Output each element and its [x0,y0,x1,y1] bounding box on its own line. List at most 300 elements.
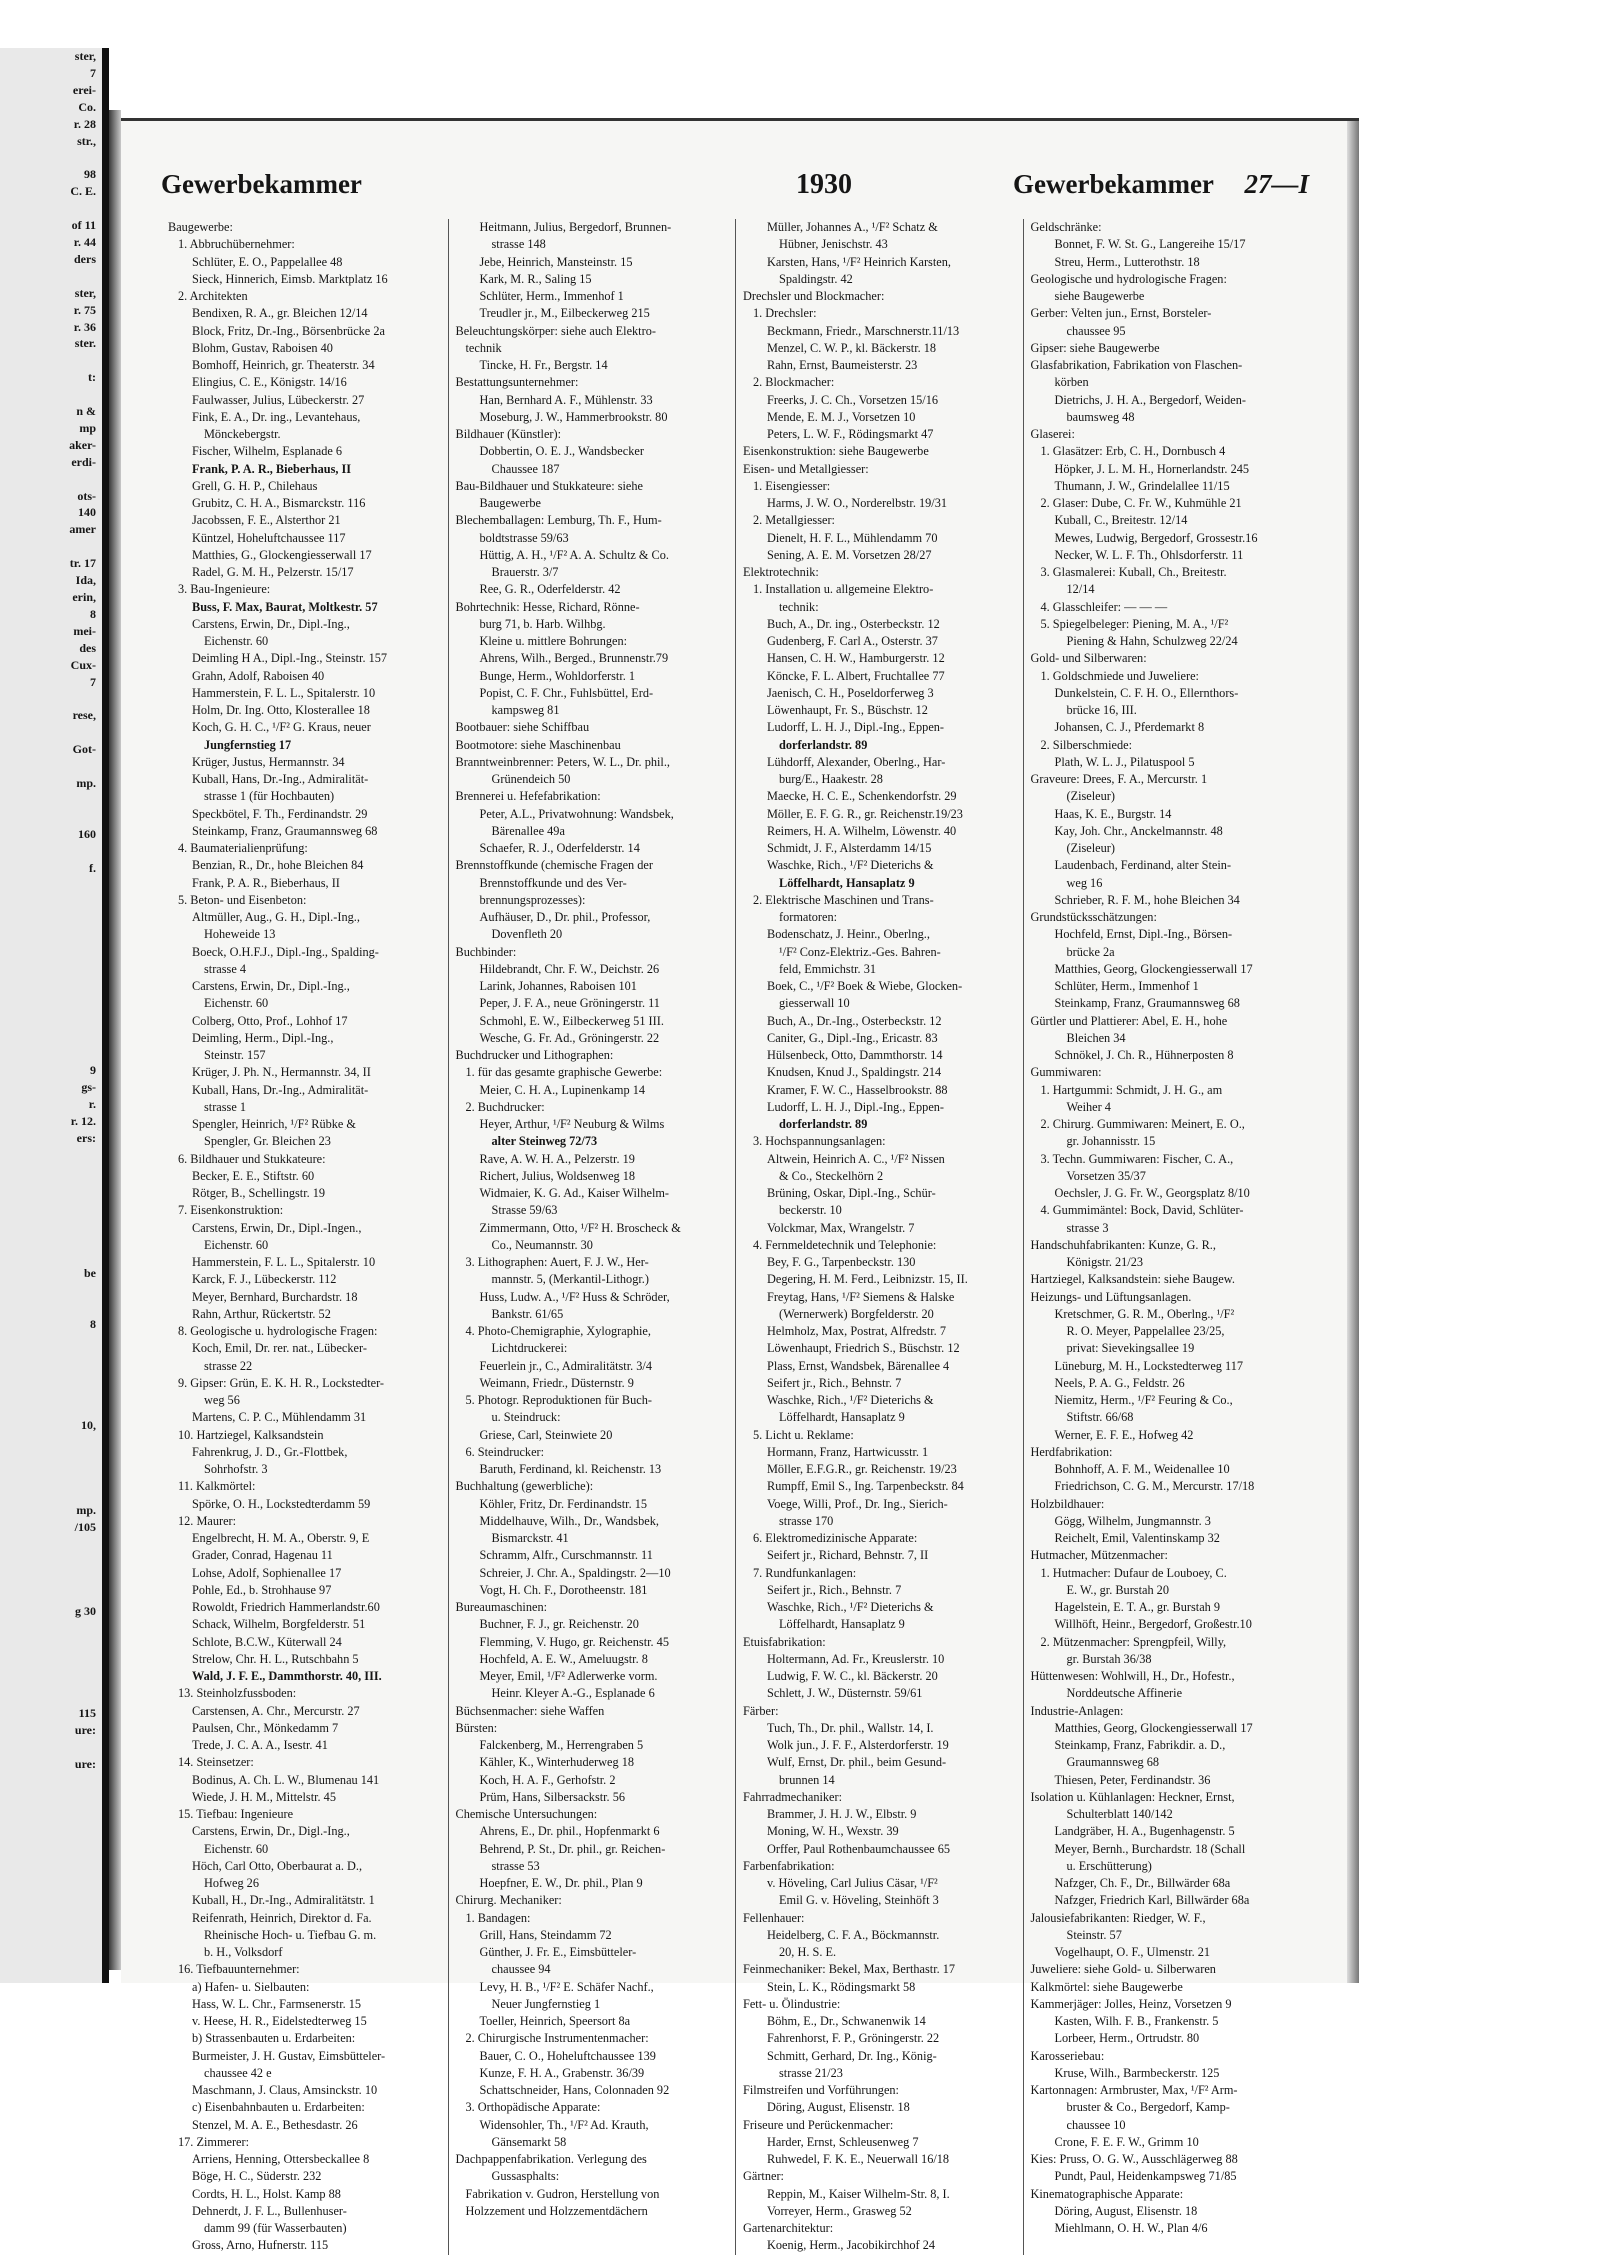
directory-entry: 1. Installation u. allgemeine Elektro- [753,582,934,597]
directory-entry: Lohse, Adolf, Sophienallee 17 [192,1565,342,1580]
directory-entry: Peper, J. F. A., neue Gröningerstr. 11 [479,996,660,1011]
directory-entry: v. Heese, H. R., Eidelstedterweg 15 [192,2014,367,2028]
directory-entry: strasse 170 [779,1513,834,1528]
directory-entry: Branntweinbrenner: Peters, W. L., Dr. phil., [455,754,670,769]
previous-page-fragment: ster. [74,336,96,351]
directory-entry: Glaserei: [1030,427,1075,441]
directory-entry: Toeller, Heinrich, Speersort 8a [479,2014,631,2028]
directory-entry: Hass, W. L. Chr., Farmsenerstr. 15 [192,1996,362,2011]
directory-entry: strasse 3 [1066,1220,1109,1235]
directory-entry: kampsweg 81 [491,703,560,717]
directory-entry: Brüning, Oskar, Dipl.-Ing., Schür- [767,1186,936,1200]
directory-entry: mannstr. 5, (Merkantil-Lithogr.) [491,1272,649,1287]
directory-entry: Bureaumaschinen: [455,1600,548,1614]
directory-entry: Höch, Carl Otto, Oberbaurat a. D., [192,1858,363,1873]
previous-page-fragment [0,927,102,944]
directory-entry: Holzzement und Holzzementdächern [465,2203,648,2218]
previous-page-fragment [0,893,102,910]
directory-entry: dorferlandstr. 89 [779,1117,868,1131]
directory-entry: Gerber: Velten jun., Ernst, Borsteler- [1030,306,1212,321]
directory-entry: Piening & Hahn, Schulzweg 22/24 [1066,634,1238,648]
previous-page-fragment [0,910,102,927]
directory-entry: Schmidt, J. F., Alsterdamm 14/15 [767,841,932,855]
directory-entry: Stenzel, M. A. E., Bethesdastr. 26 [192,2117,358,2132]
directory-entry: Löffelhardt, Hansaplatz 9 [779,1617,905,1632]
directory-entry: strasse 22 [204,1358,253,1373]
directory-entry: Böge, H. C., Süderstr. 232 [192,2169,322,2184]
directory-entry: Ludorff, L. H. J., Dipl.-Ing., Eppen- [767,1099,945,1114]
directory-entry: Kuball, Hans, Dr.-Ing., Admiralität- [192,1082,369,1097]
directory-entry: Vorsetzen 35/37 [1066,1168,1146,1183]
directory-entry: Brammer, J. H. J. W., Elbstr. 9 [767,1807,917,1821]
directory-entry: Königstr. 21/23 [1066,1255,1144,1269]
directory-entry: Gartenarchitektur: [743,2221,834,2235]
directory-entry: 6. Bildhauer und Stukkateure: [178,1151,326,1166]
directory-entry: Koch, Emil, Dr. rer. nat., Lübecker- [192,1341,367,1356]
directory-entry: strasse 4 [204,961,247,976]
directory-entry: Mönckebergstr. [204,427,281,441]
directory-entry: Gudenberg, F. Carl A., Osterstr. 37 [767,634,938,648]
directory-entry: 4. Glasschleifer: — — — [1040,599,1168,614]
directory-entry: Ree, G. R., Oderfelderstr. 42 [479,582,621,597]
directory-entry: Matthies, Georg, Glockengiesserwall 17 [1054,961,1253,976]
directory-entry: alter Steinweg 72/73 [491,1134,598,1149]
directory-column-1 [161,219,449,2255]
previous-page-fragment [0,1198,102,1215]
directory-entry: Rheinische Hoch- u. Tiefbau G. m. [204,1927,377,1942]
directory-entry: Schlüter, Herm., Immenhof 1 [479,289,624,303]
directory-entry: Kunze, F. H. A., Grabenstr. 36/39 [479,2065,645,2080]
previous-page-fragment [0,268,102,285]
directory-entry: Burmeister, J. H. Gustav, Eimsbütteler- [192,2048,386,2063]
directory-entry: brücke 2a [1066,944,1115,959]
directory-entry: Bau-Bildhauer und Stukkateure: siehe [455,478,643,493]
directory-entry: a) Hafen- u. Sielbauten: [192,1979,310,1994]
previous-page-fragment: str., [77,133,96,148]
directory-entry: Brauerstr. 3/7 [491,565,559,579]
directory-entry: 2. Buchdrucker: [465,1099,545,1114]
directory-entry: Waschke, Rich., ¹/F² Dieterichs & [767,858,934,873]
directory-entry: Steinkamp, Franz, Fabrikdir. a. D., [1054,1738,1226,1752]
directory-entry: Bleichen 34 [1066,1030,1126,1045]
previous-page-fragment [0,876,102,893]
directory-entry: Aufhäuser, D., Dr. phil., Professor, [479,910,651,924]
directory-entry: 6. Steindrucker: [465,1444,545,1459]
directory-entry: Vogelhaupt, O. F., Ulmenstr. 21 [1054,1945,1211,1959]
directory-entry: Löwenhaupt, Fr. S., Büschstr. 12 [767,703,928,717]
directory-entry: 4. Gummimäntel: Bock, David, Schlüter- [1040,1203,1244,1218]
directory-entry: Steinstr. 157 [204,1048,266,1062]
previous-page-fragment [0,944,102,961]
directory-entry: Kartonnagen: Armbruster, Max, ¹/F² Arm- [1030,2083,1238,2097]
directory-entry: beckerstr. 10 [779,1203,842,1218]
directory-entry: Bauer, C. O., Hoheluftchaussee 139 [479,2048,656,2063]
directory-entry: Döring, August, Elisenstr. 18 [1054,2203,1198,2218]
directory-entry: Fahrradmechaniker: [743,1789,843,1804]
header-title-left: Gewerbekammer [161,169,362,199]
directory-entry: 13. Steinholzfussboden: [178,1686,297,1701]
directory-entry: Ludwig, F. W. C., kl. Bäckerstr. 20 [767,1669,938,1683]
previous-page-fragment: erin, [72,590,96,604]
previous-page-fragment: f. [89,860,96,875]
directory-entry: Kuball, C., Breitestr. 12/14 [1054,513,1188,528]
directory-entry: 16. Tiefbauunternehmer: [178,1962,300,1977]
directory-page [121,118,1359,2253]
directory-entry: Hartziegel, Kalksandstein: siehe Baugew. [1030,1272,1235,1287]
directory-column-2 [449,219,737,2255]
directory-entry: Elingius, C. E., Königstr. 14/16 [192,375,347,390]
previous-page-fragment [0,1181,102,1198]
directory-entry: feld, Emmichstr. 31 [779,961,876,976]
directory-entry: 10. Hartziegel, Kalksandstein [178,1427,324,1442]
previous-page-fragment: 7 [90,674,96,689]
directory-entry: Vogt, H. Ch. F., Dorotheenstr. 181 [479,1582,648,1597]
previous-page-fragment: /105 [74,1519,96,1534]
directory-entry: 2. Architekten [178,289,248,303]
directory-entry: 2. Blockmacher: [753,375,835,390]
directory-entry: Seifert jr., Rich., Behnstr. 7 [767,1582,902,1597]
directory-entry: Griese, Carl, Steinwiete 20 [479,1427,613,1442]
directory-entry: Karosseriebau: [1030,2048,1105,2063]
directory-entry: Schaefer, R. J., Oderfelderstr. 14 [479,841,640,855]
previous-page-fragment [0,1029,102,1046]
directory-entry: Strelow, Chr. H. L., Rutschbahn 5 [192,1651,359,1666]
directory-entry: Kramer, F. W. C., Hasselbrookstr. 88 [767,1082,948,1097]
directory-entry: Koenig, Herm., Jacobikirchhof 24 [767,2238,936,2253]
previous-page-fragment [0,843,102,860]
directory-entry: Treudler jr., M., Eilbeckerweg 215 [479,306,650,321]
directory-entry: Schreier, J. Chr. A., Spaldingstr. 2—10 [479,1565,671,1580]
previous-page-fragment: 10, [81,1418,96,1433]
directory-entry: Necker, W. L. F. Th., Ohlsdorferstr. 11 [1054,547,1244,562]
directory-entry: & Co., Steckelhörn 2 [779,1168,884,1183]
page-number: 27—I [1244,169,1309,199]
directory-entry: Baugewerbe [479,496,541,510]
directory-entry: damm 99 (für Wasserbauten) [204,2221,347,2235]
directory-entry: gr. Johannisstr. 15 [1066,1134,1156,1149]
previous-page-fragment: ders [74,251,96,266]
directory-entry: Hüttenwesen: Wohlwill, H., Dr., Hofestr., [1030,1669,1235,1683]
directory-entry: Eichenstr. 60 [204,634,269,648]
directory-entry: Laudenbach, Ferdinand, alter Stein- [1054,858,1232,873]
directory-entry: Volckmar, Max, Wrangelstr. 7 [767,1220,915,1235]
directory-entry: Köncke, F. L. Albert, Fruchtallee 77 [767,668,945,683]
directory-entry: Jacobssen, F. E., Alsterthor 21 [192,513,341,528]
directory-entry: Freerks, J. C. Ch., Vorsetzen 15/16 [767,392,939,407]
directory-entry: Gipser: siehe Baugewerbe [1030,340,1160,355]
previous-page-fragment [0,1367,102,1384]
directory-entry: Schnökel, J. Ch. R., Hühnerposten 8 [1054,1048,1234,1062]
directory-entry: Landgräber, H. A., Bugenhagenstr. 5 [1054,1824,1235,1839]
directory-entry: Hutmacher, Mützenmacher: [1030,1548,1168,1563]
directory-entry: Chirurg. Mechaniker: [455,1893,562,1908]
directory-entry: Bestattungsunternehmer: [455,375,579,390]
directory-entry: Kuball, H., Dr.-Ing., Admiralitätstr. 1 [192,1893,375,1908]
directory-entry: Schattschneider, Hans, Colonnaden 92 [479,2083,670,2097]
directory-entry: Müller, Johannes A., ¹/F² Schatz & [767,220,938,234]
directory-entry: (Wernerwerk) Borgfelderstr. 20 [779,1306,934,1321]
directory-entry: strasse 1 [204,1099,247,1114]
directory-entry: ¹/F² Conz-Elektriz.-Ges. Bahren- [779,944,941,959]
directory-entry: Popist, C. F. Chr., Fuhlsbüttel, Erd- [479,685,654,700]
directory-entry: Stein, L. K., Rödingsmarkt 58 [767,1979,916,1994]
previous-page-fragment: ure: [74,1756,96,1771]
directory-entry: c) Eisenbahnbauten u. Erdarbeiten: [192,2100,365,2115]
directory-entry: 15. Tiefbau: Ingenieure [178,1807,294,1821]
header-year: 1930 [796,169,852,200]
directory-entry: Löffelhardt, Hansaplatz 9 [779,875,915,890]
directory-entry: Heitmann, Julius, Bergedorf, Brunnen- [479,220,672,234]
directory-entry: Grünendeich 50 [491,772,571,786]
directory-entry: Moning, W. H., Wexstr. 39 [767,1824,899,1839]
directory-entry: Kark, M. R., Saling 15 [479,271,592,286]
previous-page-fragment: r. 44 [73,234,96,249]
directory-entry: Drechsler und Blockmacher: [743,289,885,303]
directory-entry: Dobbertin, O. E. J., Wandsbecker [479,444,644,459]
previous-page-fragment: 8 [90,1316,96,1331]
directory-entry: Löffelhardt, Hansaplatz 9 [779,1410,905,1425]
directory-entry: Deimling H A., Dipl.-Ing., Steinstr. 157 [192,651,388,666]
directory-entry: Eichenstr. 60 [204,1841,269,1856]
directory-entry: Fahrenhorst, F. P., Gröningerstr. 22 [767,2031,940,2046]
directory-entry: Arriens, Henning, Ottersbeckallee 8 [192,2152,370,2166]
directory-entry: Tuch, Th., Dr. phil., Wallstr. 14, I. [767,1720,934,1735]
directory-entry: Maecke, H. C. E., Schenkendorfstr. 29 [767,789,957,804]
directory-entry: Schack, Wilhelm, Borgfelderstr. 51 [192,1617,366,1632]
directory-entry: Schlote, B.C.W., Küterwall 24 [192,1634,342,1649]
directory-entry: Hülsenbeck, Otto, Dammthorstr. 14 [767,1048,943,1062]
directory-entry: strasse 21/23 [779,2065,843,2080]
directory-entry: Jalousiefabrikanten: Riedger, W. F., [1030,1910,1206,1925]
directory-entry: 7. Eisenkonstruktion: [178,1203,284,1218]
directory-entry: Meyer, Bernh., Burchardstr. 18 (Schall [1054,1841,1246,1856]
directory-entry: 1. für das gesamte graphische Gewerbe: [465,1065,663,1080]
directory-entry: Buchdrucker und Lithographen: [455,1048,614,1062]
directory-entry: Schrieber, R. F. M., hohe Bleichen 34 [1054,892,1240,907]
directory-entry: Wulf, Ernst, Dr. phil., beim Gesund- [767,1755,947,1770]
directory-entry: Glasfabrikation, Fabrikation von Flaschen- [1030,358,1243,372]
directory-entry: Bürsten: [455,1720,498,1735]
previous-page-fragment [0,1147,102,1164]
directory-entry: Plath, W. L. J., Pilatuspool 5 [1054,754,1195,769]
directory-entry: Schlüter, Herm., Immenhof 1 [1054,979,1199,993]
directory-entry: Caniter, G., Dipl.-Ing., Ericastr. 83 [767,1030,938,1045]
directory-entry: Bismarckstr. 41 [491,1531,569,1545]
directory-entry: Prüm, Hans, Silbersackstr. 56 [479,1789,626,1804]
previous-page-fragment [0,1620,102,1637]
previous-page-fragment: t: [88,370,96,385]
directory-entry: Meyer, Emil, ¹/F² Adlerwerke vorm. [479,1669,658,1683]
previous-page-fragment: 9 [90,1063,96,1078]
directory-entry: Tincke, H. Fr., Bergstr. 14 [479,358,608,372]
directory-entry: Grahn, Adolf, Raboisen 40 [192,668,325,683]
directory-entry: E. W., gr. Burstah 20 [1066,1582,1169,1597]
directory-entry: Ruhwedel, F. K. E., Neuerwall 16/18 [767,2152,950,2166]
directory-entry: brücke 16, III. [1066,703,1137,717]
directory-entry: Dienelt, H. F. L., Mühlendamm 70 [767,530,938,545]
directory-entry: Peter, A.L., Privatwohnung: Wandsbek, [479,806,674,821]
directory-entry: 20, H. S. E. [779,1945,837,1959]
directory-entry: Kinematographische Apparate: [1030,2186,1184,2201]
directory-entry: Menzel, C. W. P., kl. Bäckerstr. 18 [767,340,937,355]
directory-entry: Pohle, Ed., b. Strohhause 97 [192,1582,332,1597]
directory-entry: Matthies, Georg, Glockengiesserwall 17 [1054,1720,1253,1735]
directory-entry: Buch, A., Dr. ing., Osterbeckstr. 12 [767,616,940,631]
page-edge-shadow [1347,121,1359,1983]
directory-entry: Jungfernstieg 17 [204,737,292,752]
previous-page-fragment: erdi- [71,454,96,469]
directory-entry: strasse 53 [491,1858,540,1873]
previous-page-fragment: r. [88,1097,96,1112]
directory-entry: Buchbinder: [455,944,517,959]
directory-entry: Colberg, Otto, Prof., Lohhof 17 [192,1013,348,1028]
previous-page-edge [0,48,109,1983]
directory-entry: burg/E., Haakestr. 28 [779,772,883,786]
directory-entry: Hochfeld, A. E. W., Ameluugstr. 8 [479,1651,648,1666]
previous-page-fragment: mei- [73,623,96,638]
directory-entry: Hormann, Franz, Hartwicusstr. 1 [767,1444,929,1459]
previous-page-fragment [0,690,102,707]
directory-entry: weg 56 [204,1393,240,1407]
directory-entry: R. O. Meyer, Pappelallee 23/25, [1066,1324,1225,1338]
directory-entry: Peters, L. W. F., Rödingsmarkt 47 [767,427,934,441]
directory-entry: Geologische und hydrologische Fragen: [1030,271,1227,286]
previous-page-fragment: aker- [69,437,96,452]
directory-entry: baumsweg 48 [1066,409,1135,424]
directory-entry: Gänsemarkt 58 [491,2134,567,2149]
previous-page-fragment [0,352,102,369]
previous-page-fragment [0,809,102,826]
previous-page-fragment [0,1637,102,1654]
directory-entry: Werner, E. F. E., Hofweg 42 [1054,1427,1194,1442]
directory-entry: Industrie-Anlagen: [1030,1703,1124,1718]
directory-entry: Bey, F. G., Tarpenbeckstr. 130 [767,1255,916,1269]
directory-entry: Holm, Dr. Ing. Otto, Klosterallee 18 [192,703,370,717]
directory-entry: Rahn, Ernst, Baumeisterstr. 23 [767,358,918,372]
previous-page-fragment [0,1045,102,1062]
previous-page-fragment [0,1333,102,1350]
directory-entry: Bootbauer: siehe Schiffbau [455,720,590,735]
directory-entry: Ahrens, E., Dr. phil., Hopfenmarkt 6 [479,1824,660,1839]
directory-entry: Waschke, Rich., ¹/F² Dieterichs & [767,1600,934,1614]
directory-entry: b) Strassenbauten u. Erdarbeiten: [192,2031,356,2046]
directory-entry: Paulsen, Chr., Mönkedamm 7 [192,1720,339,1735]
directory-entry: Boeck, O.H.F.J., Dipl.-Ing., Spalding- [192,944,379,959]
directory-entry: 5. Licht u. Reklame: [753,1427,854,1442]
directory-entry: 9. Gipser: Grün, E. K. H. R., Lockstedter- [178,1375,385,1390]
previous-page-fragment [0,1231,102,1248]
directory-entry: siehe Baugewerbe [1054,289,1145,303]
previous-page-fragment: mp. [76,775,96,790]
directory-entry: Heyer, Arthur, ¹/F² Neuburg & Wilms [479,1117,665,1131]
previous-page-fragment: g 30 [75,1604,96,1619]
directory-entry: Möller, E. F. G. R., gr. Reichenstr.19/23 [767,806,963,821]
directory-entry: Feuerlein jr., C., Admiralitätstr. 3/4 [479,1358,652,1373]
directory-entry: Flemming, V. Hugo, gr. Reichenstr. 45 [479,1634,669,1649]
directory-entry: b. H., Volksdorf [204,1945,283,1959]
previous-page-fragment [0,1215,102,1232]
header-title-right: Gewerbekammer [1013,169,1214,199]
directory-entry: Steinstr. 57 [1066,1927,1122,1942]
directory-entry: 3. Glasmalerei: Kuball, Ch., Breitestr. [1040,565,1227,579]
directory-entry: Bendixen, R. A., gr. Bleichen 12/14 [192,306,368,321]
directory-entry: Willhöft, Heinr., Bergedorf, Großestr.10 [1054,1617,1252,1632]
previous-page-fragment: 160 [78,826,96,841]
directory-entry: gr. Burstah 36/38 [1066,1651,1152,1666]
directory-entry: Becker, E. E., Stiftstr. 60 [192,1168,315,1183]
directory-entry: Zimmermann, Otto, ¹/F² H. Broscheck & [479,1220,681,1235]
previous-page-fragment [0,200,102,217]
directory-entry: Döring, August, Elisenstr. 18 [767,2100,910,2115]
directory-entry: Lühdorff, Alexander, Oberlng., Har- [767,754,946,769]
directory-entry: Etuisfabrikation: [743,1634,826,1649]
previous-page-fragment: Co. [78,99,96,114]
previous-page-fragment [0,1451,102,1468]
directory-entry: Neuer Jungfernstieg 1 [491,1996,601,2011]
directory-entry: Bodenschatz, J. Heinr., Oberlng., [767,927,930,942]
previous-page-fragment [0,1688,102,1705]
directory-entry: 3. Bau-Ingenieure: [178,582,271,597]
previous-page-fragment [0,961,102,978]
directory-columns [161,219,1311,2253]
directory-entry: Widmaier, K. G. Ad., Kaiser Wilhelm- [479,1186,670,1200]
directory-entry: 4. Fernmeldetechnik und Telephonie: [753,1237,937,1252]
directory-entry: Voege, Willi, Prof., Dr. Ing., Sierich- [767,1496,948,1511]
directory-entry: Hüttig, A. H., ¹/F² A. A. Schultz & Co. [479,547,669,562]
directory-entry: Kies: Pruss, O. G. W., Ausschlägerweg 88 [1030,2152,1238,2166]
directory-entry: Nafzger, Friedrich Karl, Billwärder 68a [1054,1893,1250,1908]
directory-entry: Larink, Johannes, Raboisen 101 [479,979,637,993]
directory-entry: Kleine u. mittlere Bohrungen: [479,634,628,648]
directory-entry: Carstensen, A. Chr., Mercurstr. 27 [192,1703,360,1718]
directory-entry: Koch, H. A. F., Gerhofstr. 2 [479,1772,616,1787]
directory-entry: Chemische Untersuchungen: [455,1807,598,1821]
directory-entry: Spengler, Heinrich, ¹/F² Rübke & [192,1117,356,1131]
directory-entry: 4. Baumaterialienprüfung: [178,841,308,855]
previous-page-fragment [0,1350,102,1367]
directory-entry: Speckbötel, F. Th., Ferdinandstr. 29 [192,806,368,821]
directory-entry: Spengler, Gr. Bleichen 23 [204,1134,331,1149]
directory-entry: Fellenhauer: [743,1910,805,1925]
directory-entry: Cordts, H. L., Holst. Kamp 88 [192,2186,341,2201]
directory-entry: Matthies, G., Glockengiesserwall 17 [192,547,372,562]
directory-entry: Bodinus, A. Ch. L. W., Blumenau 141 [192,1772,380,1787]
directory-entry: Plass, Ernst, Wandsbek, Bärenallee 4 [767,1358,950,1373]
previous-page-fragment [0,1570,102,1587]
directory-entry: Gärtner: [743,2169,784,2184]
directory-entry: Weiher 4 [1066,1099,1111,1114]
directory-entry: Maschmann, J. Claus, Amsinckstr. 10 [192,2083,378,2097]
directory-entry: 1. Glasätzer: Erb, C. H., Dornbusch 4 [1040,444,1226,459]
directory-entry: Richert, Julius, Woldsenweg 18 [479,1168,636,1183]
directory-entry: technik [465,340,502,355]
previous-page-fragment: n & [76,404,96,419]
previous-page-fragment: 115 [78,1705,96,1720]
directory-entry: Waschke, Rich., ¹/F² Dieterichs & [767,1393,934,1407]
directory-entry: burg 71, b. Harb. Wilhbg. [479,616,606,631]
directory-entry: Wolk jun., J. F. F., Alsterdorferstr. 19 [767,1738,949,1752]
directory-entry: Gussasphalts: [491,2169,560,2184]
directory-entry: Sening, A. E. M. Vorsetzen 28/27 [767,547,932,562]
directory-entry: Karsten, Hans, ¹/F² Heinrich Karsten, [767,254,951,269]
directory-entry: Graumannsweg 68 [1066,1755,1160,1770]
directory-entry: Dunkelstein, C. F. H. O., Ellernthors- [1054,685,1239,700]
directory-entry: Jaenisch, C. H., Poseldorferweg 3 [767,685,934,700]
directory-entry: weg 16 [1066,875,1103,890]
directory-entry: Herdfabrikation: [1030,1444,1113,1459]
directory-entry: Kammerjäger: Jolles, Heinz, Vorsetzen 9 [1030,1996,1232,2011]
directory-entry: 2. Elektrische Maschinen und Trans- [753,892,934,907]
